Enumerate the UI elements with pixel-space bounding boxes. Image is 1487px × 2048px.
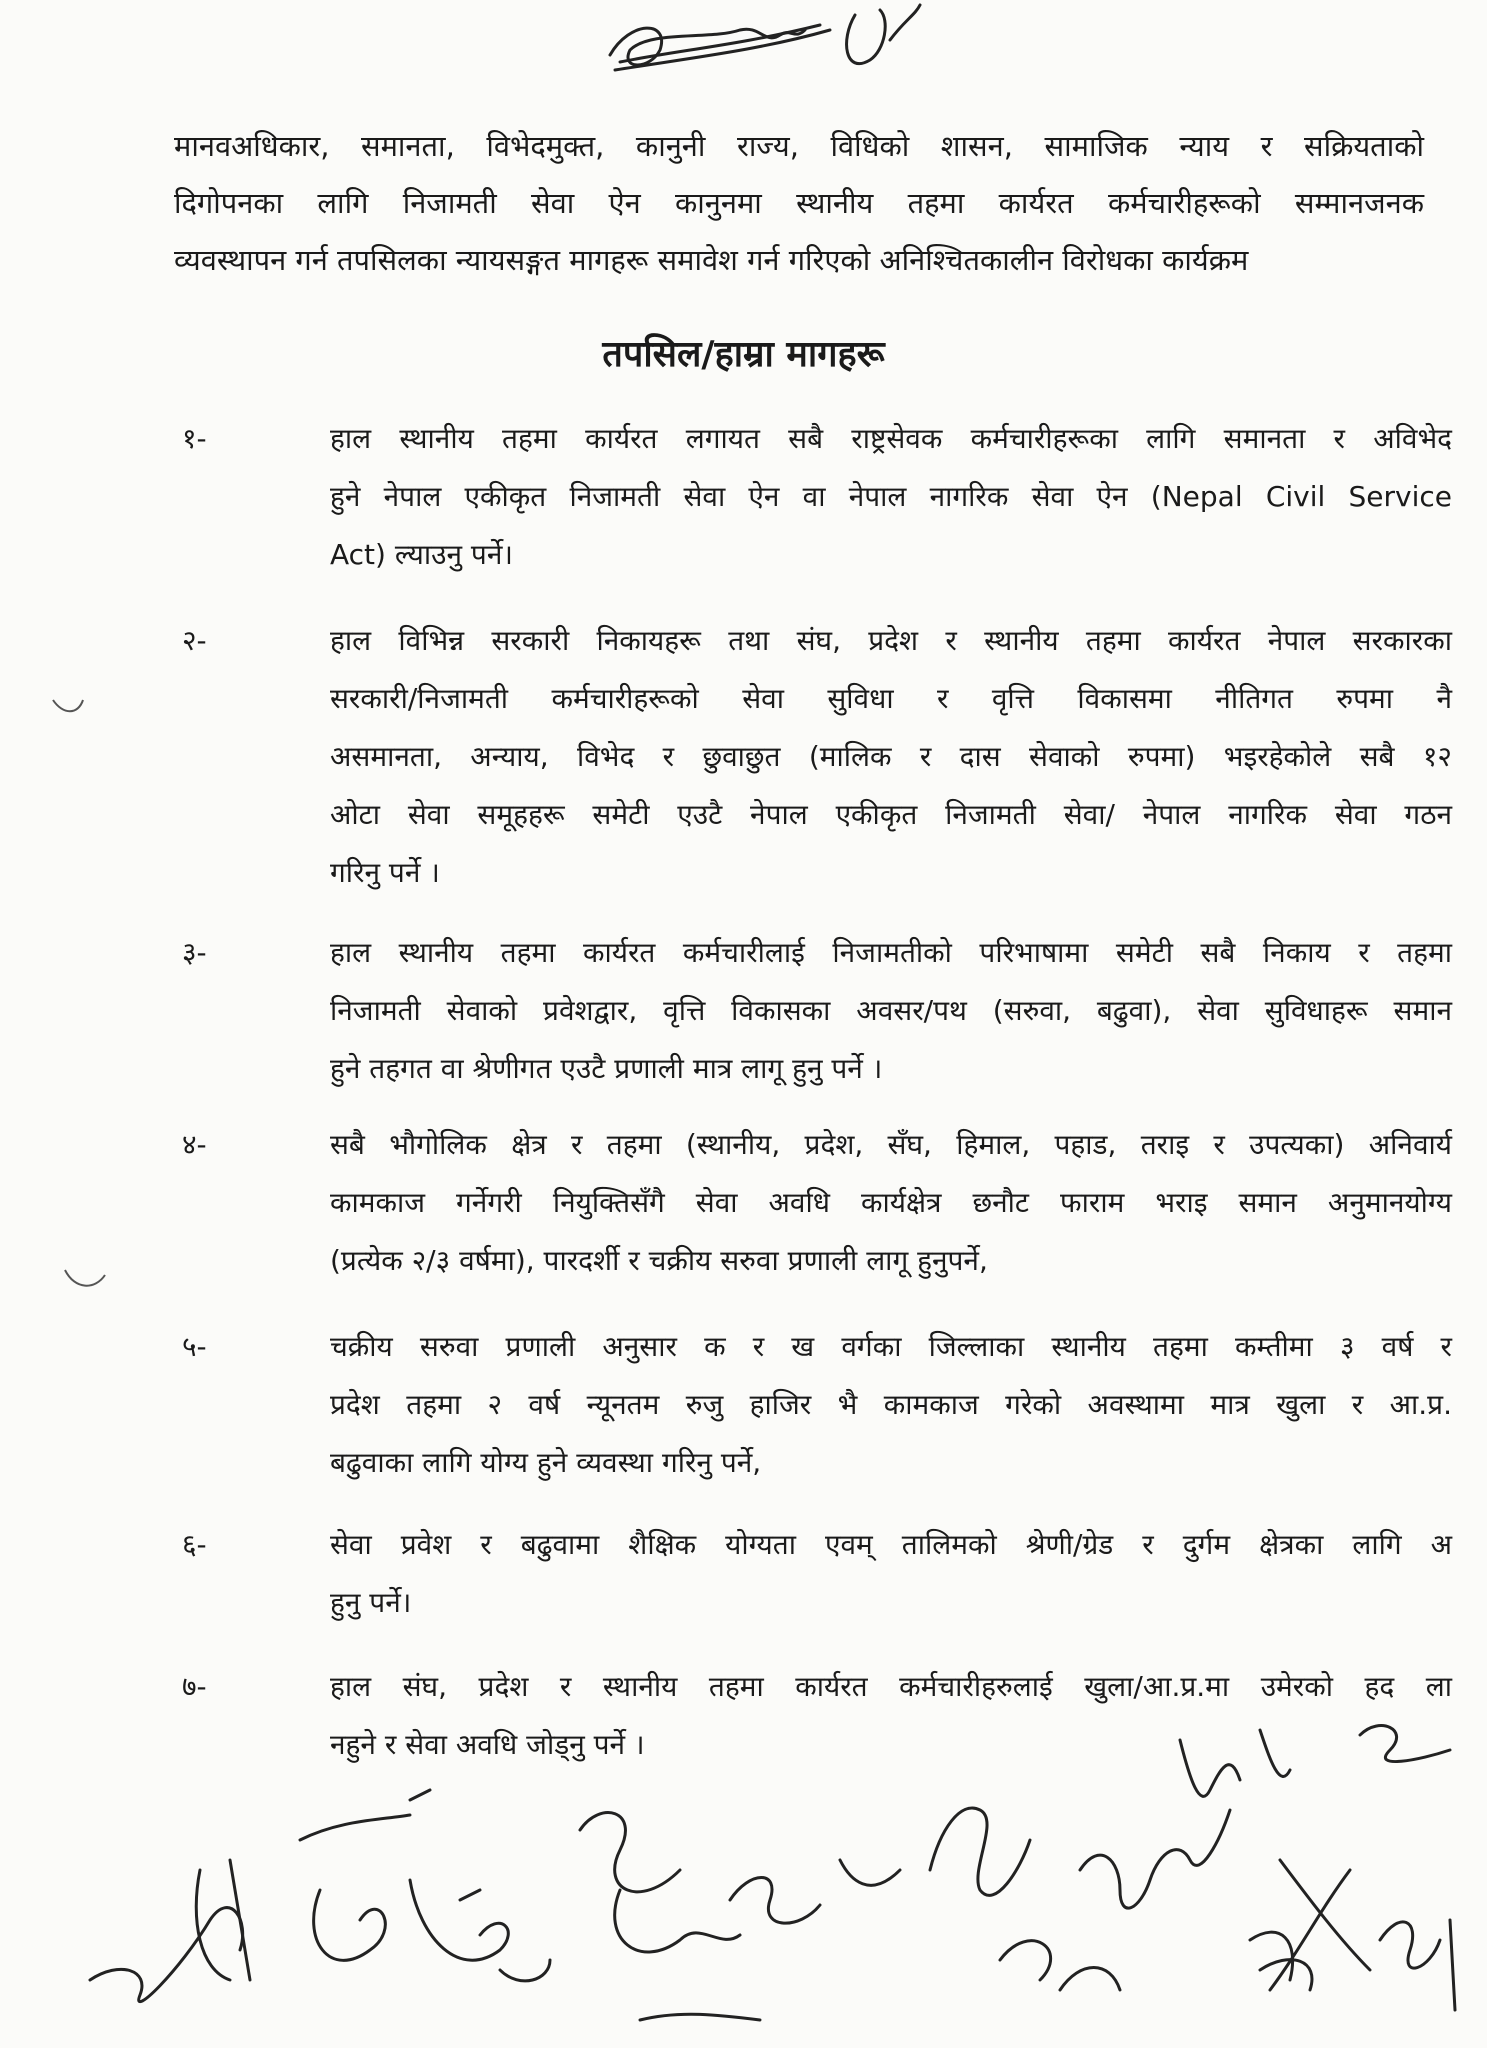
punch-hole-mark bbox=[48, 690, 88, 720]
item-text bbox=[330, 924, 1452, 1098]
item-number: ४- bbox=[182, 1128, 207, 1161]
bottom-signatures-image bbox=[80, 1720, 1480, 2048]
item-line: (प्रत्येक २/३ वर्षमा), पारदर्शी र चक्रीय सरुवा प्रणाली लागू हुनुपर्ने, bbox=[330, 1244, 988, 1277]
item-line: गरिनु पर्ने । bbox=[330, 856, 440, 889]
item-number: ७- bbox=[182, 1670, 207, 1703]
item-text bbox=[330, 1516, 1452, 1632]
item-line: कामकाज गर्नेगरी नियुक्तिसँगै सेवा अवधि कार्यक्षेत्र छनौट फाराम भराइ समान अनुमानयोग्य bbox=[330, 1186, 1452, 1219]
item-line: Act) ल्याउनु पर्ने। bbox=[330, 538, 513, 571]
item-number: २- bbox=[182, 624, 207, 657]
item-line: निजामती सेवाको प्रवेशद्वार, वृत्ति विकासका अवसर/पथ (सरुवा, बढुवा), सेवा सुविधाहरू समान bbox=[330, 994, 1452, 1027]
punch-hole-mark bbox=[60, 1265, 110, 1295]
item-line: सरकारी/निजामती कर्मचारीहरूको सेवा सुविधा र वृत्ति विकासमा नीतिगत रुपमा नै bbox=[330, 682, 1452, 715]
item-line: बढुवाका लागि योग्य हुने व्यवस्था गरिनु पर्ने, bbox=[330, 1446, 762, 1479]
item-number: ६- bbox=[182, 1528, 207, 1561]
intro-line: दिगोपनका लागि निजामती सेवा ऐन कानुनमा स्थानीय तहमा कार्यरत कर्मचारीहरूको सम्मानजनक bbox=[174, 186, 1424, 220]
item-number: ३- bbox=[182, 936, 207, 969]
item-line: हुने नेपाल एकीकृत निजामती सेवा ऐन वा नेपाल नागरिक सेवा ऐन (Nepal Civil Service bbox=[330, 480, 1452, 513]
intro-paragraph bbox=[174, 118, 1424, 289]
item-line: सेवा प्रवेश र बढुवामा शैक्षिक योग्यता एवम् तालिमको श्रेणी/ग्रेड र दुर्गम क्षेत्रका लागि अ bbox=[330, 1528, 1452, 1561]
item-text bbox=[330, 1116, 1452, 1290]
item-line: सबै भौगोलिक क्षेत्र र तहमा (स्थानीय, प्रदेश, सँघ, हिमाल, पहाड, तराइ र उपत्यका) अनिवार्य bbox=[330, 1128, 1452, 1161]
item-number: १- bbox=[182, 422, 207, 455]
item-line: प्रदेश तहमा २ वर्ष न्यूनतम रुजु हाजिर भै कामकाज गरेको अवस्थामा मात्र खुला र आ.प्र. bbox=[330, 1388, 1452, 1421]
item-line: चक्रीय सरुवा प्रणाली अनुसार क र ख वर्गका जिल्लाका स्थानीय तहमा कम्तीमा ३ वर्ष र bbox=[330, 1330, 1452, 1363]
item-line: हुने तहगत वा श्रेणीगत एउटै प्रणाली मात्र लागू हुनु पर्ने । bbox=[330, 1052, 883, 1085]
item-line: ओटा सेवा समूहहरू समेटी एउटै नेपाल एकीकृत निजामती सेवा/ नेपाल नागरिक सेवा गठन bbox=[330, 798, 1452, 831]
demands-heading: तपसिल/हाम्रा मागहरू bbox=[602, 334, 885, 375]
item-line: हाल स्थानीय तहमा कार्यरत कर्मचारीलाई निजामतीको परिभाषामा समेटी सबै निकाय र तहमा bbox=[330, 936, 1452, 969]
item-text bbox=[330, 1318, 1452, 1492]
item-line: हाल संघ, प्रदेश र स्थानीय तहमा कार्यरत कर्मचारीहरुलाई खुला/आ.प्र.मा उमेरको हद ला bbox=[330, 1670, 1452, 1703]
intro-line: व्यवस्थापन गर्न तपसिलका न्यायसङ्गत मागहरू समावेश गर्न गरिएको अनिश्चितकालीन विरोधका कार्यक्रम bbox=[174, 243, 1249, 277]
item-line: नहुने र सेवा अवधि जोड्नु पर्ने । bbox=[330, 1728, 645, 1761]
top-signature-image bbox=[590, 0, 950, 90]
item-text bbox=[330, 410, 1452, 584]
item-line: असमानता, अन्याय, विभेद र छुवाछुत (मालिक र दास सेवाको रुपमा) भइरहेकोले सबै १२ bbox=[330, 740, 1452, 773]
item-line: हाल विभिन्न सरकारी निकायहरू तथा संघ, प्रदेश र स्थानीय तहमा कार्यरत नेपाल सरकारका bbox=[330, 624, 1452, 657]
item-line: हाल स्थानीय तहमा कार्यरत लगायत सबै राष्ट्रसेवक कर्मचारीहरूका लागि समानता र अविभेद bbox=[330, 422, 1452, 455]
item-number: ५- bbox=[182, 1330, 207, 1363]
item-text bbox=[330, 612, 1452, 902]
intro-line: मानवअधिकार, समानता, विभेदमुक्त, कानुनी राज्य, विधिको शासन, सामाजिक न्याय र सक्रियताको bbox=[174, 129, 1424, 163]
item-line: हुनु पर्ने। bbox=[330, 1586, 412, 1619]
